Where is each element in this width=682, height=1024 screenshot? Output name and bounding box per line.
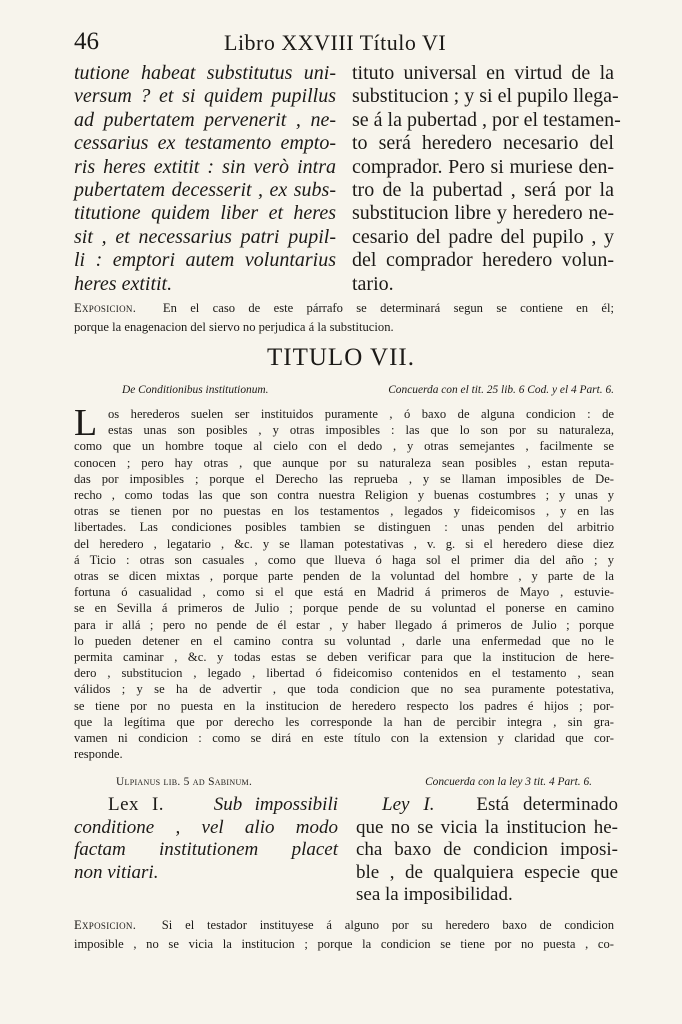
law-line: conditione , vel alio modo	[74, 816, 338, 838]
latin-line: versum ? et si quidem pupillus	[74, 85, 336, 108]
spanish-line: se á la pubertad , por el testamen-	[352, 108, 621, 131]
exposicion-paragraph	[74, 916, 614, 954]
spanish-line: del comprador heredero volun-	[352, 249, 614, 272]
law-heading: Lex I.	[108, 794, 165, 815]
latin-line: ad pubertatem pervenerit , ne-	[74, 108, 336, 131]
latin-line: sit , et necessarius patri pupil-	[74, 225, 336, 248]
exposicion-paragraph	[74, 299, 614, 337]
law-line: cha baxo de condicion imposi-	[356, 839, 618, 861]
citation-left: De Conditionibus institutionum.	[122, 384, 269, 396]
law-line: sea la imposibilidad.	[356, 884, 513, 906]
law-heading: Ley I.	[382, 794, 435, 815]
exposicion-line: porque la enagenacion del siervo no perjudica á la substitucion.	[74, 320, 394, 334]
body-line: válidos ; y se ha de advertir , que toda condicion que no sea puramente potestativa,	[74, 682, 614, 697]
spanish-law-column	[356, 794, 618, 907]
exposicion-line: Si el testador instituyese á alguno por su heredero baxo de condicion	[161, 918, 615, 932]
body-line: dero , substitucion , legado , libertad ó fideicomiso contenidos en el testamento , sean	[74, 666, 614, 681]
citation-left: Ulpianus lib. 5 ad Sabinum.	[116, 776, 253, 788]
citation-right: Concuerda con el tit. 25 lib. 6 Cod. y el 4 Part. 6.	[388, 384, 614, 396]
latin-line: li : emptori autem voluntarius	[74, 249, 336, 272]
body-line: das por imposibles ; porque el Derecho las reprueba , y se llaman imposibles de De-	[74, 471, 614, 486]
citation-row	[74, 776, 614, 794]
law-line: Sub impossibili	[213, 794, 339, 815]
body-line: responde.	[74, 747, 123, 762]
page-number: 46	[74, 28, 99, 55]
body-paragraph	[74, 402, 614, 762]
spanish-line: to será heredero necesario del	[352, 132, 614, 155]
law-line: Está determinado	[476, 794, 619, 815]
section-title: TITULO VII.	[267, 344, 415, 371]
spanish-column-top	[352, 62, 621, 296]
body-line: lo pueden detener en el camino contra su voluntad , darle una enfermedad que no le	[74, 633, 614, 648]
law-line: non vitiari.	[74, 861, 159, 883]
body-line: vamen ni condicion : como se dirá en este título con la extension y claridad que cor-	[74, 731, 614, 746]
latin-line: tutione habeat substitutus uni-	[74, 62, 336, 84]
body-line: conocen ; pero hay otras , que aunque por su naturaleza sean posibles , estan reputa-	[74, 455, 614, 470]
body-line: estas unas son posibles , y otras imposibles : las que lo son por su naturaleza,	[108, 423, 614, 438]
exposicion-line: imposible , no se vicia la institucion ; porque la condicion se tiene por no puesta , co-	[74, 937, 614, 951]
citation-row	[74, 384, 614, 402]
spanish-line: tro de la pubertad , será por la	[352, 179, 614, 202]
law-line: factam institutionem placet	[74, 839, 338, 861]
body-line: como que un hombre toque al cielo con el dedo , y otras semejantes , facilmente se	[74, 439, 614, 454]
spanish-line: comprador. Pero si muriese den-	[352, 155, 614, 178]
body-line: que la legítima que por derecho les corresponde la han de percibir integra , sin gra-	[74, 714, 614, 729]
spanish-line: tituto universal en virtud de la	[352, 62, 614, 84]
latin-line: titutione quidem liber et heres	[74, 202, 336, 225]
body-line: otras se tienen por no puestas en los testamentos , legados y fideicomisos , y en las	[74, 504, 614, 519]
exposicion-line: En el caso de este párrafo se determinará segun se contiene en él;	[162, 301, 615, 315]
exposicion-label: Exposicion.	[74, 918, 137, 932]
spanish-line: cesario del padre del pupilo , y	[352, 225, 614, 248]
latin-line: pubertatem decesserit , ex subs-	[74, 179, 336, 202]
spanish-line: tario.	[352, 272, 394, 295]
body-line: para ir allá ; pero no pende de él estar , y haber llegado á primeros de Julio ; porque	[74, 617, 614, 632]
latin-line: cessarius ex testamento empto-	[74, 132, 336, 155]
body-line: se en Sevilla á primeros de Julio ; porque pende de su voluntad el ponerse en camino	[74, 601, 614, 616]
law-line: que no se vicia la institucion he-	[356, 816, 618, 838]
drop-cap: L	[74, 402, 98, 444]
body-line: se tiene por no puesta en la institucion de heredero respecto los padres é hijos ; por-	[74, 698, 614, 713]
body-line: recho , como todas las que son contra nuestra Religion y buenas costumbres ; y unas y	[74, 488, 614, 503]
body-line: otras se dicen mixtas , porque parte penden de la voluntad del hombre , y parte de la	[74, 569, 614, 584]
spanish-line: substitucion libre y heredero ne-	[352, 202, 614, 225]
latin-line: ris heres extitit : sin verò intra	[74, 155, 336, 178]
body-line: permita caminar , &c. y todas estas se deben verificar para que la institucion de here-	[74, 650, 614, 665]
body-line: os herederos suelen ser instituidos puramente , ó baxo de alguna condicion : de	[108, 407, 614, 421]
exposicion-label: Exposicion.	[74, 301, 137, 315]
latin-line: heres extitit.	[74, 272, 173, 295]
page-header	[74, 28, 624, 58]
body-line: libertades. Las condiciones posibles tambien se distinguen : unas penden del arbitrio	[74, 520, 614, 535]
law-line: ble , de qualquiera especie que	[356, 861, 618, 883]
running-head: Libro XXVIII Título VI	[224, 30, 447, 55]
body-line: fortuna ó casualidad , como si el que está en Madrid á primeros de Mayo , estuvie-	[74, 585, 614, 600]
citation-right: Concuerda con la ley 3 tit. 4 Part. 6.	[425, 776, 592, 788]
spanish-line: substitucion ; y si el pupilo llega-	[352, 85, 619, 108]
latin-column-top	[74, 62, 336, 296]
latin-law-column	[74, 794, 338, 884]
body-line: del heredero , legatario , &c. y se llaman potestativas , v. g. si el heredero diese diez	[74, 536, 614, 551]
body-line: á Ticio : otras son casuales , como que llueva ó haga sol el primer dia del año ; y	[74, 552, 614, 567]
